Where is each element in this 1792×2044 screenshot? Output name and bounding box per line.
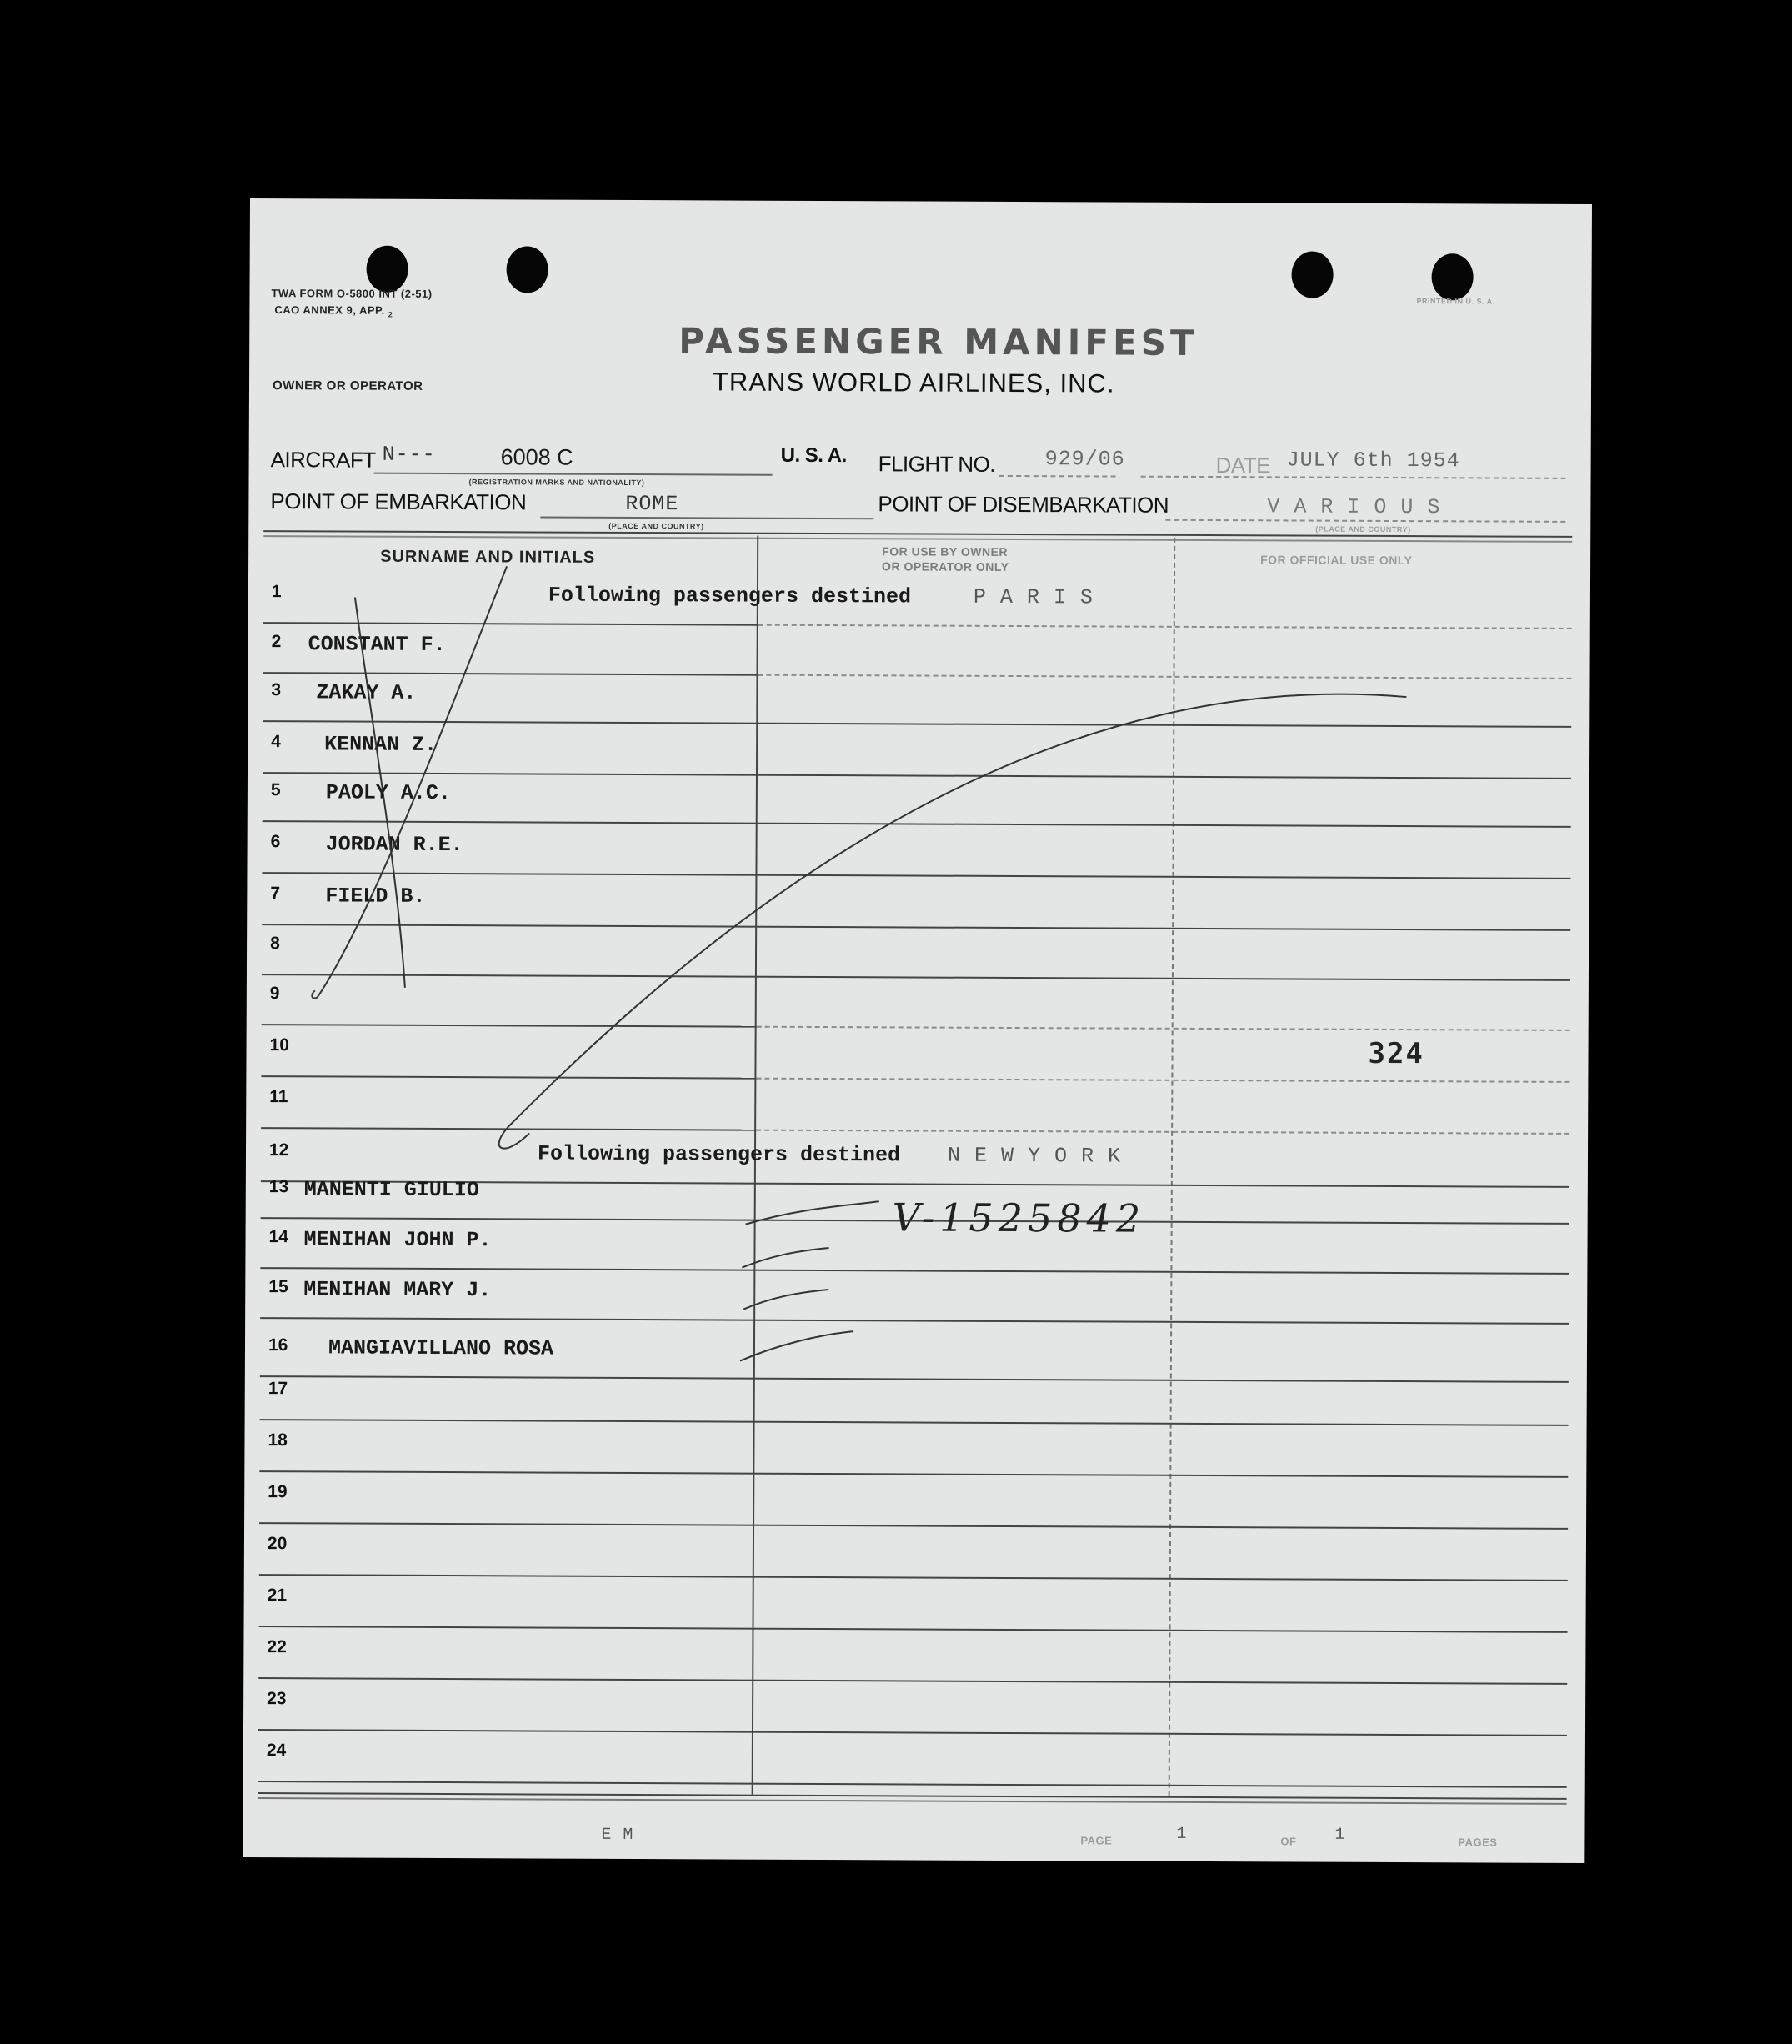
place-caption-2: (PLACE AND COUNTRY) xyxy=(1315,524,1411,534)
embarkation-label: POINT OF EMBARKATION xyxy=(270,488,527,515)
row-rule xyxy=(258,1781,1567,1788)
flight-number: 929/06 xyxy=(1044,447,1125,472)
passenger-name: JORDAN R.E. xyxy=(325,832,463,858)
aircraft-number: 6008 C xyxy=(500,444,573,470)
destination-note: Following passengers destined xyxy=(537,1141,901,1168)
row-number: 7 xyxy=(270,884,281,904)
manifest-sheet xyxy=(243,198,1592,1863)
punch-hole-1 xyxy=(367,246,408,293)
destination-city: N E W Y O R K xyxy=(947,1143,1122,1169)
embarkation-value: ROME xyxy=(625,491,679,517)
row-rule xyxy=(263,622,763,626)
row-number: 4 xyxy=(271,732,281,752)
row-number: 2 xyxy=(271,632,282,652)
passenger-name: KENNAN Z. xyxy=(324,732,438,757)
row-rule xyxy=(260,1267,1569,1275)
row-number: 6 xyxy=(270,832,281,852)
row-rule xyxy=(258,1677,1567,1685)
row-rule xyxy=(262,974,1570,981)
column-owner-2: OR OPERATOR ONLY xyxy=(882,559,1009,574)
row-rule xyxy=(262,924,1570,931)
registration-caption: (REGISTRATION MARKS AND NATIONALITY) xyxy=(468,478,645,488)
disembarkation-value: V A R I O U S xyxy=(1267,494,1441,520)
page-value: 1 xyxy=(1176,1824,1188,1844)
row-number: 23 xyxy=(267,1689,287,1709)
row-number: 5 xyxy=(270,780,281,800)
passenger-name: PAOLY A.C. xyxy=(325,780,451,806)
date-label: DATE xyxy=(1215,453,1271,478)
row-number: 8 xyxy=(270,934,280,954)
row-number: 18 xyxy=(268,1430,288,1450)
destination-city: P A R I S xyxy=(973,584,1094,610)
footer-initials: E M xyxy=(601,1825,634,1846)
row-rule xyxy=(260,1419,1569,1426)
row-number: 9 xyxy=(269,984,280,1004)
row-rule xyxy=(259,1522,1568,1530)
punch-hole-4 xyxy=(1431,253,1473,300)
row-rule xyxy=(261,1127,761,1131)
tick-mark-15 xyxy=(743,1290,828,1310)
disembarkation-label: POINT OF DISEMBARKATION xyxy=(878,491,1169,518)
form-id: TWA FORM O-5800 INT (2-51) xyxy=(271,287,433,300)
carrier-name: TRANS WORLD AIRLINES, INC. xyxy=(712,367,1115,398)
tick-mark-16 xyxy=(740,1331,853,1362)
row-rule xyxy=(260,1317,1569,1325)
aircraft-prefix: N--- xyxy=(382,442,436,467)
row-number: 16 xyxy=(268,1335,288,1355)
owner-label: OWNER OR OPERATOR xyxy=(272,378,423,393)
official-stamp-number: 324 xyxy=(1368,1036,1425,1071)
row-rule xyxy=(259,1574,1568,1581)
handwritten-visa-number: V-1525842 xyxy=(892,1195,1146,1241)
punch-hole-3 xyxy=(1291,251,1333,298)
of-value: 1 xyxy=(1334,1825,1346,1845)
row-number: 22 xyxy=(267,1637,287,1657)
country: U. S. A. xyxy=(780,443,847,468)
row-number: 14 xyxy=(268,1227,288,1247)
of-label: OF xyxy=(1280,1835,1297,1848)
row-rule xyxy=(263,820,1571,828)
pencil-stroke-3 xyxy=(499,690,1407,1152)
row-rule xyxy=(263,720,1571,728)
row-rule xyxy=(259,1470,1568,1478)
passenger-name: MANGIAVILLANO ROSA xyxy=(328,1335,554,1361)
place-caption: (PLACE AND COUNTRY) xyxy=(608,521,704,531)
punch-hole-2 xyxy=(507,246,548,293)
annex-ref: CAO ANNEX 9, APP. $_2$ xyxy=(274,303,393,319)
row-rule xyxy=(262,872,1570,879)
flight-label: FLIGHT NO. xyxy=(878,451,996,477)
row-number: 15 xyxy=(268,1277,288,1297)
row-number: 20 xyxy=(267,1534,288,1554)
passenger-name: CONSTANT F. xyxy=(308,632,446,658)
passenger-name: MANENTI GIULIO xyxy=(303,1177,479,1203)
aircraft-label: AIRCRAFT xyxy=(270,447,376,473)
row-number: 11 xyxy=(269,1087,288,1107)
row-number: 12 xyxy=(268,1140,289,1160)
row-rule xyxy=(260,1375,1569,1383)
row-number: 24 xyxy=(266,1741,287,1761)
row-rule xyxy=(258,1729,1567,1736)
row-number: 10 xyxy=(269,1035,289,1055)
passenger-name: ZAKAY A. xyxy=(316,680,417,705)
row-rule xyxy=(263,672,763,676)
pages-label: PAGES xyxy=(1458,1836,1498,1849)
date-value: JULY 6th 1954 xyxy=(1286,448,1460,473)
row-rule xyxy=(263,772,1571,779)
column-surname: SURNAME AND INITIALS xyxy=(380,547,596,567)
row-number: 21 xyxy=(267,1586,288,1606)
printed-note: PRINTED IN U. S. A. xyxy=(1416,297,1495,306)
column-official: FOR OFFICIAL USE ONLY xyxy=(1260,553,1413,568)
row-number: 13 xyxy=(268,1177,289,1197)
row-rule xyxy=(261,1075,761,1080)
row-number: 1 xyxy=(271,582,282,602)
row-number: 19 xyxy=(268,1482,288,1502)
destination-note: Following passengers destined xyxy=(548,583,912,609)
row-rule xyxy=(259,1626,1568,1633)
row-rule xyxy=(262,1024,762,1028)
passenger-name: MENIHAN MARY J. xyxy=(303,1277,492,1303)
passenger-name: FIELD B. xyxy=(325,884,426,909)
form-title: PASSENGER MANIFEST xyxy=(678,320,1199,363)
column-owner-1: FOR USE BY OWNER xyxy=(882,544,1009,559)
row-number: 17 xyxy=(268,1379,288,1399)
page-label: PAGE xyxy=(1080,1834,1113,1847)
passenger-name: MENIHAN JOHN P. xyxy=(303,1227,492,1253)
row-number: 3 xyxy=(271,680,282,700)
